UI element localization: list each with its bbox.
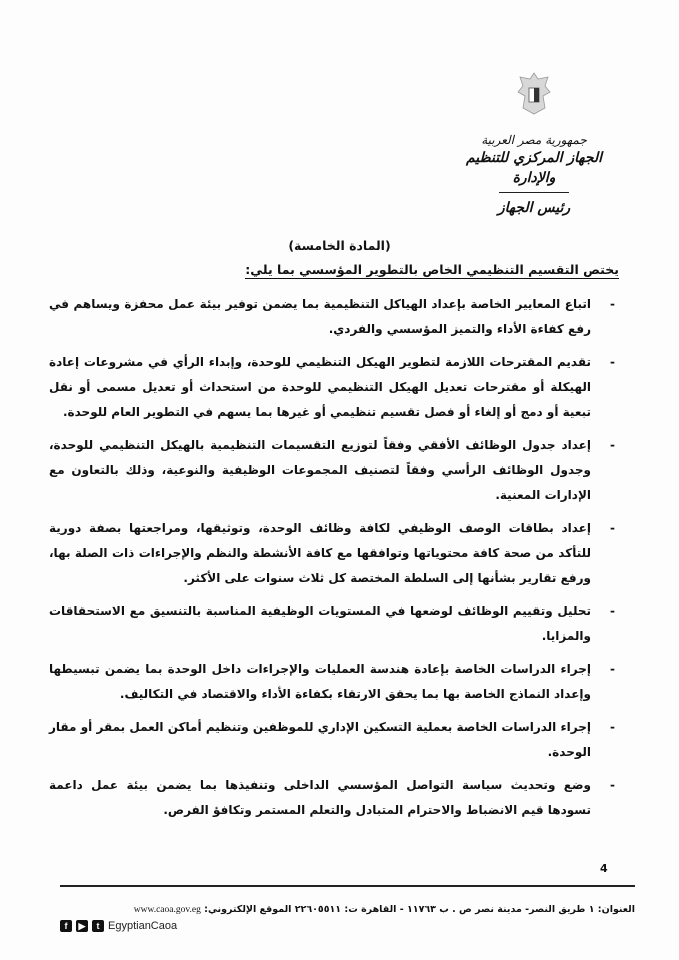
list-item <box>49 773 619 823</box>
list-item <box>49 599 619 649</box>
bullet-dash: - <box>610 720 615 734</box>
item-text: إجراء الدراسات الخاصة بإعادة هندسة العمليات والإجراءات داخل الوحدة بما يضمن تبسيطها وإعداد النماذج الخاصة بها بما يحقق الارتقاء بكفاءة الأداء والاقتصاد في التكاليف. <box>49 662 591 701</box>
page-number: 4 <box>600 862 608 875</box>
list-item <box>49 350 619 425</box>
duties-list <box>49 292 619 831</box>
item-text: إعداد بطاقات الوصف الوظيفي لكافة وظائف الوحدة، وتوثيقها، ومراجعتها بصفة دورية للتأكد من صحة كافة محتوياتها وتوافقها مع كافة الأنشطة والنظم والإجراءات ذات الصلة بها، ورفع تقارير بشأنها إلى السلطة المختصة كل ثلاث سنوات على الأكثر. <box>49 521 591 585</box>
item-text: إعداد جدول الوظائف الأفقي وفقاً لتوزيع التقسيمات التنظيمية بالهيكل التنظيمي للوحدة، وجدول الوظائف الرأسي وفقاً لتصنيف المجموعات الوظيفية والنوعية، وذلك بالتعاون مع الإدارات المعنية. <box>49 438 591 502</box>
list-item <box>49 292 619 342</box>
youtube-icon[interactable]: ▶ <box>76 920 88 932</box>
facebook-icon[interactable]: f <box>60 920 72 932</box>
social-handle[interactable]: EgyptianCaoa <box>108 920 178 932</box>
list-item <box>49 715 619 765</box>
item-text: إجراء الدراسات الخاصة بعملية التسكين الإداري للموظفين وتنظيم أماكن العمل بمقر أو مقار الوحدة. <box>49 720 591 759</box>
list-item <box>49 657 619 707</box>
bullet-dash: - <box>610 662 615 676</box>
footer-address <box>60 904 635 915</box>
article-title: (المادة الخامسة) <box>288 238 391 253</box>
intro-text: يختص التقسيم التنظيمي الخاص بالتطوير المؤسسي بما يلي: <box>245 262 619 277</box>
bullet-dash: - <box>610 438 615 452</box>
list-item <box>49 516 619 591</box>
bullet-dash: - <box>610 604 615 618</box>
eagle-emblem-icon <box>515 70 553 118</box>
address-text: العنوان: ١ طريق النصر- مدينة نصر ص . ب ١١٧٦٣ - القاهرة ت: ٢٢٦٠٥٥١١ الموقع الإلكتروني: <box>204 904 635 915</box>
bullet-dash: - <box>610 521 615 535</box>
website-link[interactable]: www.caoa.gov.eg <box>133 905 201 915</box>
letterhead-agency: الجهاز المركزي للتنظيم والإدارة <box>465 150 603 186</box>
item-text: تحليل وتقييم الوظائف لوضعها في المستويات الوظيفية المناسبة بالتنسيق مع الاستحقاقات والمزايا. <box>49 604 591 643</box>
footer-divider <box>60 885 635 887</box>
letterhead-divider <box>499 192 569 193</box>
letterhead-country: جمهورية مصر العربية <box>481 133 587 147</box>
item-text: وضع وتحديث سياسة التواصل المؤسسي الداخلى وتنفيذها بما يضمن بيئة عمل داعمة تسودها قيم الانضباط والاحترام المتبادل والتعلم المستمر وتكافؤ الفرص. <box>49 778 591 817</box>
social-links <box>60 920 177 932</box>
twitter-icon[interactable]: t <box>92 920 104 932</box>
bullet-dash: - <box>610 297 615 311</box>
letterhead-office: رئيس الجهاز <box>497 200 571 216</box>
letterhead <box>449 70 619 217</box>
list-item <box>49 433 619 508</box>
bullet-dash: - <box>610 355 615 369</box>
item-text: اتباع المعايير الخاصة بإعداد الهياكل التنظيمية بما يضمن توفير بيئة عمل محفزة ويساهم في رفع كفاءة الأداء والتميز المؤسسي والفردي. <box>49 297 591 336</box>
item-text: تقديم المقترحات اللازمة لتطوير الهيكل التنظيمي للوحدة، وإبداء الرأي في مشروعات إعادة الهيكلة أو مقترحات تعديل الهيكل التنظيمي للوحدة من استحداث أو تعديل مسمى أو نقل تبعية أو دمج أو إلغاء أو فصل تقسيم تنظيمي أو غيرها بما يسهم في التطوير العام للوحدة. <box>49 355 591 419</box>
intro-heading <box>59 262 619 277</box>
bullet-dash: - <box>610 778 615 792</box>
